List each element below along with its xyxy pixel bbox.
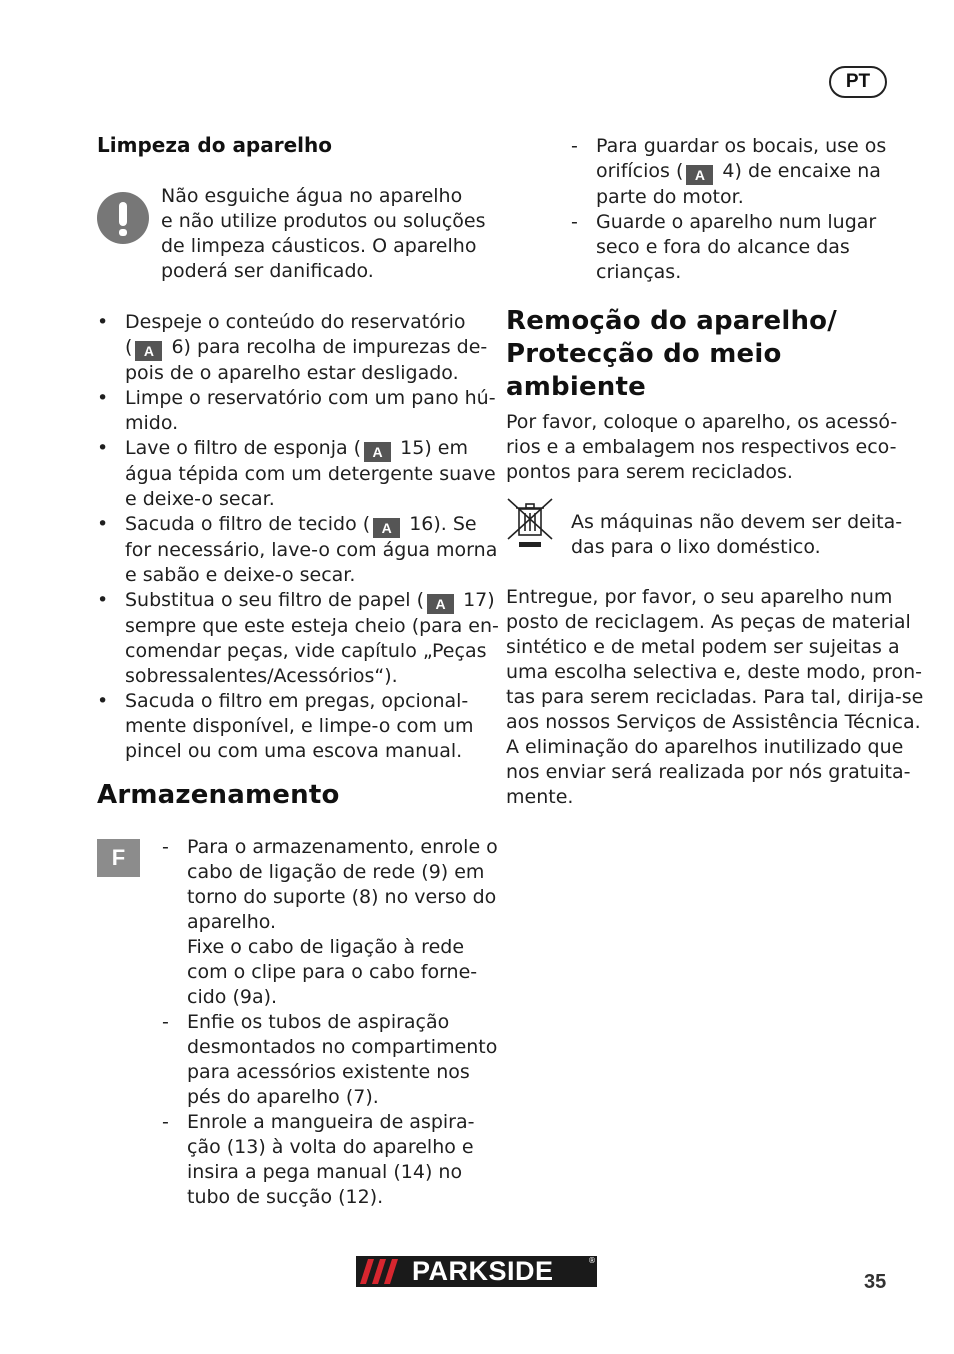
text-line: Protecção do meio (506, 339, 782, 369)
text-line: das para o lixo doméstico. (571, 536, 821, 558)
list-item (571, 134, 891, 210)
text-line: aos nossos Serviços de Assistência Técnica. (506, 711, 921, 733)
list-item (571, 210, 891, 285)
text-line: sintético e de metal podem ser sujeitas a (506, 636, 900, 658)
list-item (97, 588, 499, 689)
text-line: sempre que este esteja cheio (para en- (125, 615, 499, 637)
list-item (162, 835, 498, 1010)
text-line: tubo de sucção (12). (187, 1186, 384, 1208)
bullet-icon: • (97, 690, 109, 712)
text-line: mido. (125, 412, 179, 434)
section-title-cleaning: Limpeza do aparelho (97, 133, 333, 157)
text-line: As máquinas não devem ser deita- (571, 511, 903, 533)
text-line: sobressalentes/Acessórios“). (125, 665, 398, 687)
text-line: nos enviar será realizada por nós gratuita- (506, 761, 911, 783)
language-badge: PT (829, 66, 887, 98)
text-line: Entregue, por favor, o seu aparelho num (506, 586, 893, 608)
disposal-intro (506, 410, 897, 485)
registered-mark: ® (588, 1256, 596, 1265)
text-line: Despeje o conteúdo do reservatório (125, 311, 466, 333)
dash-icon: - (162, 1111, 169, 1133)
text-line: Fixe o cabo de ligação à rede (187, 936, 465, 958)
text-line: Por favor, coloque o aparelho, os acessó- (506, 411, 898, 433)
text-line: ambiente (506, 372, 646, 402)
list-item (162, 1010, 498, 1110)
text-line: Para o armazenamento, enrole o (187, 836, 498, 858)
storage-right-list (571, 134, 891, 285)
text-segment: Substitua o seu filtro de papel ( (125, 589, 425, 611)
text-line: água tépida com um detergente suave (125, 463, 496, 485)
dash-icon: - (162, 836, 169, 858)
text-line: torno do suporte (8) no verso do (187, 886, 497, 908)
figure-a-tag: A (364, 442, 391, 462)
text-line: Não esguiche água no aparelho (161, 185, 463, 207)
bullet-icon: • (97, 311, 109, 333)
text-segment: 17) (457, 589, 495, 611)
bullet-icon: • (97, 589, 109, 611)
text-segment: orifícios ( (596, 160, 684, 182)
text-line: e sabão e deixe-o secar. (125, 564, 356, 586)
text-segment: 15) em (394, 437, 468, 459)
warning-icon (97, 192, 149, 244)
text-line: Enfie os tubos de aspiração (187, 1011, 450, 1033)
text-segment: 16). Se (403, 513, 477, 535)
brand-name: PARKSIDE (412, 1256, 554, 1286)
cleaning-warning-text (161, 184, 486, 284)
figure-a-tag: A (427, 594, 454, 614)
text-line: Sacuda o filtro em pregas, opcional- (125, 690, 469, 712)
text-line: pés do aparelho (7). (187, 1086, 379, 1108)
text-line: Guarde o aparelho num lugar (596, 211, 877, 233)
text-line: com o clipe para o cabo forne- (187, 961, 478, 983)
text-line: cabo de ligação de rede (9) em (187, 861, 485, 883)
text-line: A eliminação do aparelhos inutilizado que (506, 736, 904, 758)
dash-icon: - (162, 1011, 169, 1033)
dash-icon: - (571, 211, 578, 233)
text-line: crianças. (596, 261, 682, 283)
parkside-logo (356, 1256, 597, 1287)
text-line (125, 512, 477, 538)
text-line: comendar peças, vide capítulo „Peças (125, 640, 487, 662)
text-segment: Sacuda o filtro de tecido ( (125, 513, 371, 535)
section-title-disposal (506, 305, 837, 404)
cleaning-bullet-list (97, 310, 499, 764)
text-line (125, 335, 488, 361)
text-line: pincel ou com uma escova manual. (125, 740, 463, 762)
text-line: pontos para serem reciclados. (506, 461, 793, 483)
text-line: tas para serem recicladas. Para tal, dirija-se (506, 686, 924, 708)
text-line: Enrole a mangueira de aspira- (187, 1111, 475, 1133)
list-item (162, 1110, 492, 1210)
text-line: e não utilize produtos ou soluções (161, 210, 486, 232)
text-line: mente. (506, 786, 574, 808)
text-line: posto de reciclagem. As peças de material (506, 611, 911, 633)
text-line: de limpeza cáusticos. O aparelho (161, 235, 477, 257)
text-segment: 4) de encaixe na (716, 160, 881, 182)
list-item (97, 512, 498, 588)
text-line (125, 436, 477, 462)
text-line: e deixe-o secar. (125, 488, 275, 510)
text-line: Remoção do aparelho/ (506, 306, 837, 336)
list-item (97, 436, 496, 512)
text-line: Limpe o reservatório com um pano hú- (125, 387, 496, 409)
logo-stripes-icon (360, 1259, 412, 1284)
bullet-icon: • (97, 437, 109, 459)
crossed-bin-icon (504, 497, 556, 549)
text-segment: 6) para recolha de impurezas de- (165, 336, 488, 358)
text-line: mente disponível, e limpe-o com um (125, 715, 474, 737)
text-line: cido (9a). (187, 986, 278, 1008)
text-segment: Lave o filtro de esponja ( (125, 437, 362, 459)
figure-f-label: F (97, 839, 140, 877)
bullet-icon: • (97, 513, 109, 535)
text-line: for necessário, lave-o com água morna (125, 539, 498, 561)
text-line (125, 588, 495, 614)
bullet-icon: • (97, 387, 109, 409)
list-item (97, 310, 488, 386)
disposal-body (506, 585, 923, 810)
dash-icon: - (571, 135, 578, 157)
text-line: seco e fora do alcance das (596, 236, 850, 258)
text-line: parte do motor. (596, 186, 744, 208)
text-line: rios e a embalagem nos respectivos eco- (506, 436, 897, 458)
weee-text (571, 510, 902, 560)
text-line: ção (13) à volta do aparelho e (187, 1136, 474, 1158)
text-line: uma escolha selectiva e, deste modo, pron- (506, 661, 923, 683)
figure-a-tag: A (373, 518, 400, 538)
storage-list (162, 835, 498, 1210)
text-line: desmontados no compartimento (187, 1036, 498, 1058)
text-line: poderá ser danificado. (161, 260, 374, 282)
text-line: para acessórios existente nos (187, 1061, 470, 1083)
figure-a-tag: A (686, 165, 713, 185)
section-title-storage: Armazenamento (97, 780, 340, 810)
text-line (596, 159, 891, 185)
text-line: insira a pega manual (14) no (187, 1161, 463, 1183)
list-item (97, 386, 496, 436)
text-line: aparelho. (187, 911, 277, 933)
text-segment: ( (125, 336, 133, 358)
text-line: pois de o aparelho estar desligado. (125, 362, 459, 384)
figure-a-tag: A (135, 341, 162, 361)
page-number: 35 (864, 1271, 887, 1293)
list-item (97, 689, 477, 764)
text-line: Para guardar os bocais, use os (596, 135, 887, 157)
